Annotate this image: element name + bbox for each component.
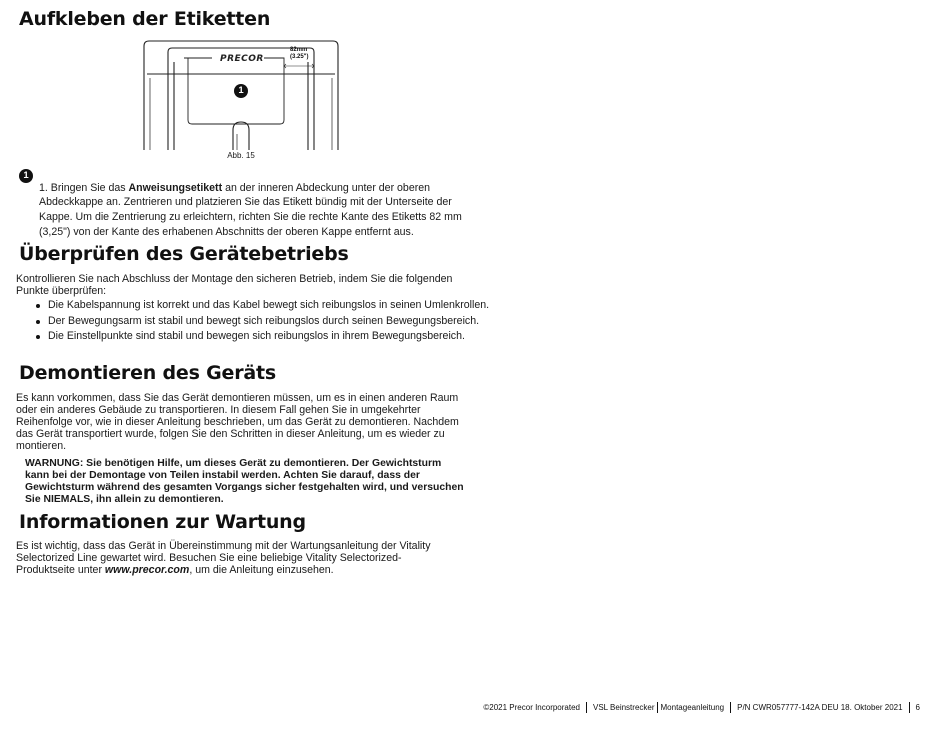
footer-divider [657, 702, 658, 713]
footer-divider [909, 702, 910, 713]
section-title-maintenance: Informationen zur Wartung [19, 511, 306, 533]
precor-website-link[interactable]: www.precor.com [104, 563, 190, 576]
bullet-icon [36, 320, 40, 324]
step-badge: 1 [19, 169, 33, 183]
operation-intro: Kontrollieren Sie nach Abschluss der Montage den sicheren Betrieb, indem Sie die folgenden Punkte überprüfen: [16, 273, 453, 297]
precor-logo: PRECOR [220, 54, 264, 64]
dimension-label: 82mm (3.25") [290, 47, 309, 60]
page-footer [483, 702, 920, 713]
maintenance-body: Es ist wichtig, dass das Gerät in Übereinstimmung mit der Wartungsanleitung der Vitality Selectorized Line gewartet wird. Besuchen Sie eine beliebige Vitality Selectorized-Produktseite unter www.precor.com, um die Anleitung einzusehen. [16, 540, 431, 576]
section-title-operation: Überprüfen des Gerätebetriebs [19, 243, 349, 265]
section-title-disassembly: Demontieren des Geräts [19, 362, 276, 384]
list-item: Der Bewegungsarm ist stabil und bewegt sich reibungslos durch seinen Bewegungsbereich. [36, 314, 489, 330]
footer-doc-type: Montageanleitung [660, 703, 725, 712]
footer-divider [730, 702, 731, 713]
section-title-labels: Aufkleben der Etiketten [19, 8, 271, 30]
step-instruction: 1. Bringen Sie das Anweisungsetikett an der inneren Abdeckung unter der oberen Abdeckkappe an. Zentrieren und platzieren Sie das Etikett bündig mit der Unterseite der Kappe. Um die Zentrierung zu erleichtern, richten Sie die rechte Kante des Etiketts 82 mm (3,25") von der Kante des erhabenen Abschnitts der oberen Kappe entfernt aus. [39, 181, 462, 238]
figure-caption: Abb. 15 [227, 151, 255, 160]
list-item: Die Kabelspannung ist korrekt und das Kabel bewegt sich reibungslos in seinen Umlenkrollen. [36, 298, 489, 314]
footer-part-number: P/N CWR057777-142A DEU 18. Oktober 2021 [737, 703, 903, 712]
footer-divider [586, 702, 587, 713]
bullet-icon [36, 304, 40, 308]
operation-checklist [36, 298, 489, 345]
disassembly-warning: WARNUNG: Sie benötigen Hilfe, um dieses Gerät zu demontieren. Der Gewichtsturm kann bei der Demontage von Teilen instabil werden. Achten Sie darauf, dass der Gewichtsturm während des gesamten Vorgangs sicher festgehalten wird, und versuchen Sie NIEMALS, ihn allein zu demontieren. [25, 458, 464, 506]
disassembly-body: Es kann vorkommen, dass Sie das Gerät demontieren müssen, um es in einen anderen Raum oder ein anderes Gebäude zu transportieren. In diesem Fall gehen Sie in umgekehrter Reihenfolge vor, wie in dieser Anleitung beschrieben, um das Gerät zu demontieren. Nachdem das Gerät transportiert wurde, folgen Sie den Schritten in dieser Anleitung, um es wieder zu montieren. [16, 392, 459, 452]
footer-copyright: ©2021 Precor Incorporated [483, 703, 580, 712]
bullet-icon [36, 335, 40, 339]
list-item: Die Einstellpunkte sind stabil und bewegen sich reibungslos in ihrem Bewegungsbereich. [36, 329, 489, 345]
footer-page-number: 6 [915, 703, 920, 712]
callout-badge: 1 [234, 84, 248, 98]
label-placement-figure [138, 38, 344, 150]
footer-product: VSL Beinstrecker [593, 703, 655, 712]
